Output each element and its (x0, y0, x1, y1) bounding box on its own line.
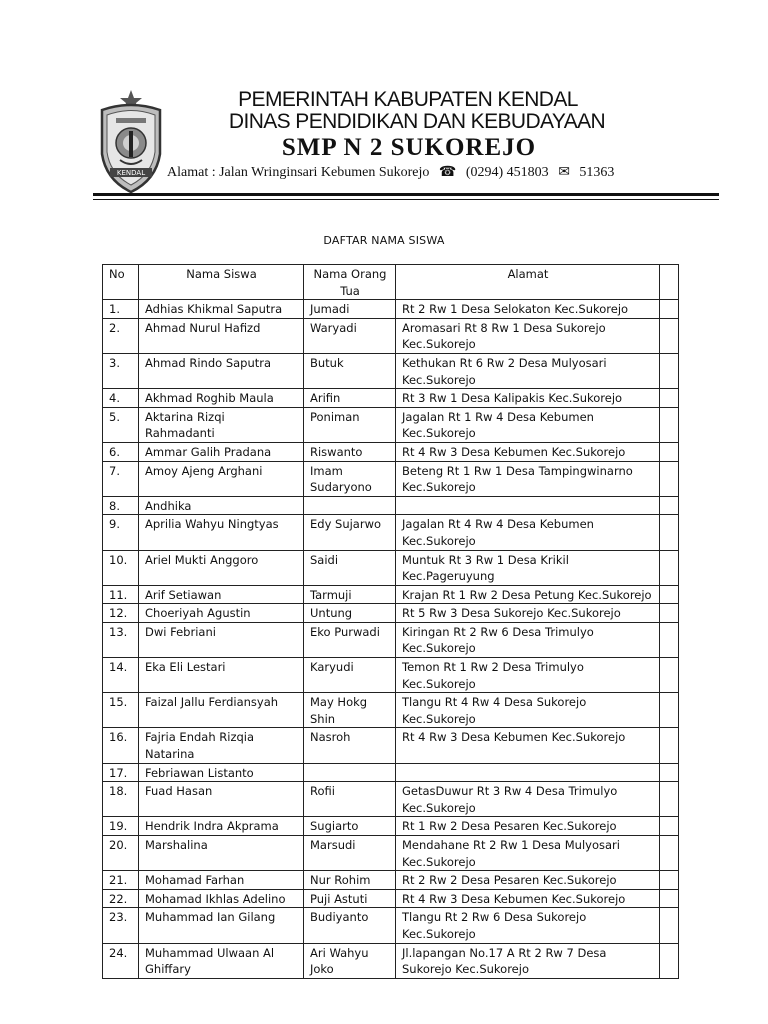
cell-address: Rt 2 Rw 1 Desa Selokaton Kec.Sukorejo (396, 300, 660, 319)
table-row (103, 836, 679, 871)
cell-student-name: Dwi Febriani (139, 622, 304, 657)
table-row (103, 889, 679, 908)
cell-extra (660, 604, 679, 623)
cell-address: Rt 5 Rw 3 Desa Sukorejo Kec.Sukorejo (396, 604, 660, 623)
cell-student-name: Hendrik Indra Akprama (139, 817, 304, 836)
cell-address: Rt 2 Rw 2 Desa Pesaren Kec.Sukorejo (396, 871, 660, 890)
cell-no: 12. (103, 604, 139, 623)
cell-student-name: Faizal Jallu Ferdiansyah (139, 693, 304, 728)
table-row (103, 353, 679, 388)
cell-no: 23. (103, 908, 139, 943)
table-row (103, 515, 679, 550)
phone-number: (0294) 451803 (465, 165, 549, 180)
cell-address: GetasDuwur Rt 3 Rw 4 Desa Trimulyo Kec.Sukorejo (396, 782, 660, 817)
cell-no: 19. (103, 817, 139, 836)
cell-no: 17. (103, 763, 139, 782)
table-row (103, 658, 679, 693)
cell-no: 13. (103, 622, 139, 657)
cell-extra (660, 550, 679, 585)
cell-address (396, 763, 660, 782)
cell-address: Tlangu Rt 2 Rw 6 Desa Sukorejo Kec.Sukorejo (396, 908, 660, 943)
cell-parent-name (304, 763, 396, 782)
telephone-icon: ☎ (438, 165, 457, 180)
cell-address: Jagalan Rt 4 Rw 4 Desa Kebumen Kec.Sukorejo (396, 515, 660, 550)
cell-parent-name: Saidi (304, 550, 396, 585)
table-row (103, 300, 679, 319)
table-row (103, 728, 679, 763)
cell-student-name: Muhammad Ian Gilang (139, 908, 304, 943)
cell-student-name: Adhias Khikmal Saputra (139, 300, 304, 319)
cell-no: 10. (103, 550, 139, 585)
cell-address: Muntuk Rt 3 Rw 1 Desa Krikil Kec.Pageruyung (396, 550, 660, 585)
document-title: DAFTAR NAMA SISWA (323, 234, 445, 247)
cell-no: 22. (103, 889, 139, 908)
cell-parent-name: Riswanto (304, 442, 396, 461)
cell-student-name: Akhmad Roghib Maula (139, 389, 304, 408)
table-row (103, 407, 679, 442)
student-table (102, 264, 679, 979)
table-row (103, 763, 679, 782)
envelope-icon: ✉ (558, 165, 570, 180)
cell-parent-name (304, 496, 396, 515)
table-row (103, 943, 679, 978)
cell-no: 9. (103, 515, 139, 550)
cell-parent-name: Karyudi (304, 658, 396, 693)
cell-address: Jagalan Rt 1 Rw 4 Desa Kebumen Kec.Sukorejo (396, 407, 660, 442)
cell-parent-name: Tarmuji (304, 585, 396, 604)
cell-no: 11. (103, 585, 139, 604)
cell-parent-name: Edy Sujarwo (304, 515, 396, 550)
cell-address: Kiringan Rt 2 Rw 6 Desa Trimulyo Kec.Sukorejo (396, 622, 660, 657)
header-student-name: Nama Siswa (139, 265, 304, 300)
table-header-row (103, 265, 679, 300)
table-row (103, 550, 679, 585)
cell-extra (660, 407, 679, 442)
table-row (103, 389, 679, 408)
cell-student-name: Marshalina (139, 836, 304, 871)
cell-no: 15. (103, 693, 139, 728)
cell-extra (660, 585, 679, 604)
cell-address: Rt 3 Rw 1 Desa Kalipakis Kec.Sukorejo (396, 389, 660, 408)
cell-student-name: Mohamad Farhan (139, 871, 304, 890)
cell-no: 18. (103, 782, 139, 817)
cell-parent-name: Budiyanto (304, 908, 396, 943)
school-name: SMP N 2 SUKOREJO (281, 134, 537, 161)
cell-extra (660, 889, 679, 908)
government-heading: PEMERINTAH KABUPATEN KENDAL (238, 88, 578, 111)
cell-student-name: Fajria Endah Rizqia Natarina (139, 728, 304, 763)
cell-no: 20. (103, 836, 139, 871)
cell-extra (660, 461, 679, 496)
cell-student-name: Ahmad Nurul Hafizd (139, 318, 304, 353)
cell-address: Rt 4 Rw 3 Desa Kebumen Kec.Sukorejo (396, 728, 660, 763)
cell-extra (660, 496, 679, 515)
cell-extra (660, 836, 679, 871)
letterhead (0, 0, 768, 210)
cell-extra (660, 318, 679, 353)
cell-no: 2. (103, 318, 139, 353)
table-row (103, 442, 679, 461)
cell-no: 24. (103, 943, 139, 978)
table-row (103, 817, 679, 836)
table-row (103, 693, 679, 728)
svg-text:KENDAL: KENDAL (116, 169, 146, 177)
address-text: Alamat : Jalan Wringinsari Kebumen Sukorejo (167, 165, 430, 180)
cell-address: Tlangu Rt 4 Rw 4 Desa Sukorejo Kec.Sukorejo (396, 693, 660, 728)
cell-parent-name: Jumadi (304, 300, 396, 319)
cell-student-name: Amoy Ajeng Arghani (139, 461, 304, 496)
cell-address (396, 496, 660, 515)
cell-student-name: Ariel Mukti Anggoro (139, 550, 304, 585)
cell-student-name: Arif Setiawan (139, 585, 304, 604)
cell-student-name: Eka Eli Lestari (139, 658, 304, 693)
cell-extra (660, 782, 679, 817)
cell-student-name: Aprilia Wahyu Ningtyas (139, 515, 304, 550)
cell-student-name: Ahmad Rindo Saputra (139, 353, 304, 388)
cell-address: Jl.lapangan No.17 A Rt 2 Rw 7 Desa Sukorejo Kec.Sukorejo (396, 943, 660, 978)
cell-extra (660, 442, 679, 461)
cell-no: 1. (103, 300, 139, 319)
cell-no: 16. (103, 728, 139, 763)
table-row (103, 318, 679, 353)
cell-parent-name: Arifin (304, 389, 396, 408)
cell-address: Rt 1 Rw 2 Desa Pesaren Kec.Sukorejo (396, 817, 660, 836)
cell-parent-name: May Hokg Shin (304, 693, 396, 728)
cell-student-name: Fuad Hasan (139, 782, 304, 817)
cell-student-name: Muhammad Ulwaan Al Ghiffary (139, 943, 304, 978)
cell-no: 6. (103, 442, 139, 461)
cell-no: 3. (103, 353, 139, 388)
header-extra (660, 265, 679, 300)
cell-address: Rt 4 Rw 3 Desa Kebumen Kec.Sukorejo (396, 442, 660, 461)
cell-parent-name: Sugiarto (304, 817, 396, 836)
table-row (103, 496, 679, 515)
student-rows (103, 300, 679, 979)
cell-address: Kethukan Rt 6 Rw 2 Desa Mulyosari Kec.Sukorejo (396, 353, 660, 388)
department-heading: DINAS PENDIDIKAN DAN KEBUDAYAAN (228, 110, 606, 133)
cell-extra (660, 871, 679, 890)
cell-parent-name: Nur Rohim (304, 871, 396, 890)
header-no: No (103, 265, 139, 300)
cell-extra (660, 908, 679, 943)
cell-student-name: Mohamad Ikhlas Adelino (139, 889, 304, 908)
table-row (103, 908, 679, 943)
cell-parent-name: Waryadi (304, 318, 396, 353)
header-address: Alamat (396, 265, 660, 300)
cell-student-name: Aktarina Rizqi Rahmadanti (139, 407, 304, 442)
cell-address: Temon Rt 1 Rw 2 Desa Trimulyo Kec.Sukorejo (396, 658, 660, 693)
cell-parent-name: Nasroh (304, 728, 396, 763)
cell-address: Rt 4 Rw 3 Desa Kebumen Kec.Sukorejo (396, 889, 660, 908)
cell-student-name: Ammar Galih Pradana (139, 442, 304, 461)
cell-parent-name: Poniman (304, 407, 396, 442)
cell-extra (660, 622, 679, 657)
cell-parent-name: Marsudi (304, 836, 396, 871)
cell-student-name: Andhika (139, 496, 304, 515)
table-row (103, 871, 679, 890)
table-row (103, 461, 679, 496)
cell-parent-name: Rofii (304, 782, 396, 817)
cell-extra (660, 693, 679, 728)
cell-student-name: Febriawan Listanto (139, 763, 304, 782)
letterhead-rule-thin (93, 199, 719, 200)
cell-no: 8. (103, 496, 139, 515)
cell-no: 7. (103, 461, 139, 496)
cell-student-name: Choeriyah Agustin (139, 604, 304, 623)
cell-parent-name: Eko Purwadi (304, 622, 396, 657)
cell-address: Mendahane Rt 2 Rw 1 Desa Mulyosari Kec.Sukorejo (396, 836, 660, 871)
cell-extra (660, 353, 679, 388)
school-address (167, 164, 614, 181)
cell-parent-name: Untung (304, 604, 396, 623)
postal-code: 51363 (579, 165, 615, 180)
cell-extra (660, 728, 679, 763)
cell-no: 14. (103, 658, 139, 693)
cell-extra (660, 515, 679, 550)
cell-parent-name: Ari Wahyu Joko (304, 943, 396, 978)
table-row (103, 782, 679, 817)
table-row (103, 604, 679, 623)
cell-no: 21. (103, 871, 139, 890)
cell-address: Beteng Rt 1 Rw 1 Desa Tampingwinarno Kec.Sukorejo (396, 461, 660, 496)
header-parent-name: Nama Orang Tua (304, 265, 396, 300)
cell-no: 4. (103, 389, 139, 408)
cell-extra (660, 389, 679, 408)
cell-no: 5. (103, 407, 139, 442)
cell-extra (660, 943, 679, 978)
cell-address: Krajan Rt 1 Rw 2 Desa Petung Kec.Sukorejo (396, 585, 660, 604)
cell-parent-name: Imam Sudaryono (304, 461, 396, 496)
letterhead-rule-thick (93, 193, 719, 196)
cell-extra (660, 763, 679, 782)
cell-address: Aromasari Rt 8 Rw 1 Desa Sukorejo Kec.Sukorejo (396, 318, 660, 353)
cell-parent-name: Puji Astuti (304, 889, 396, 908)
table-row (103, 622, 679, 657)
cell-extra (660, 300, 679, 319)
table-row (103, 585, 679, 604)
cell-extra (660, 658, 679, 693)
cell-parent-name: Butuk (304, 353, 396, 388)
cell-extra (660, 817, 679, 836)
